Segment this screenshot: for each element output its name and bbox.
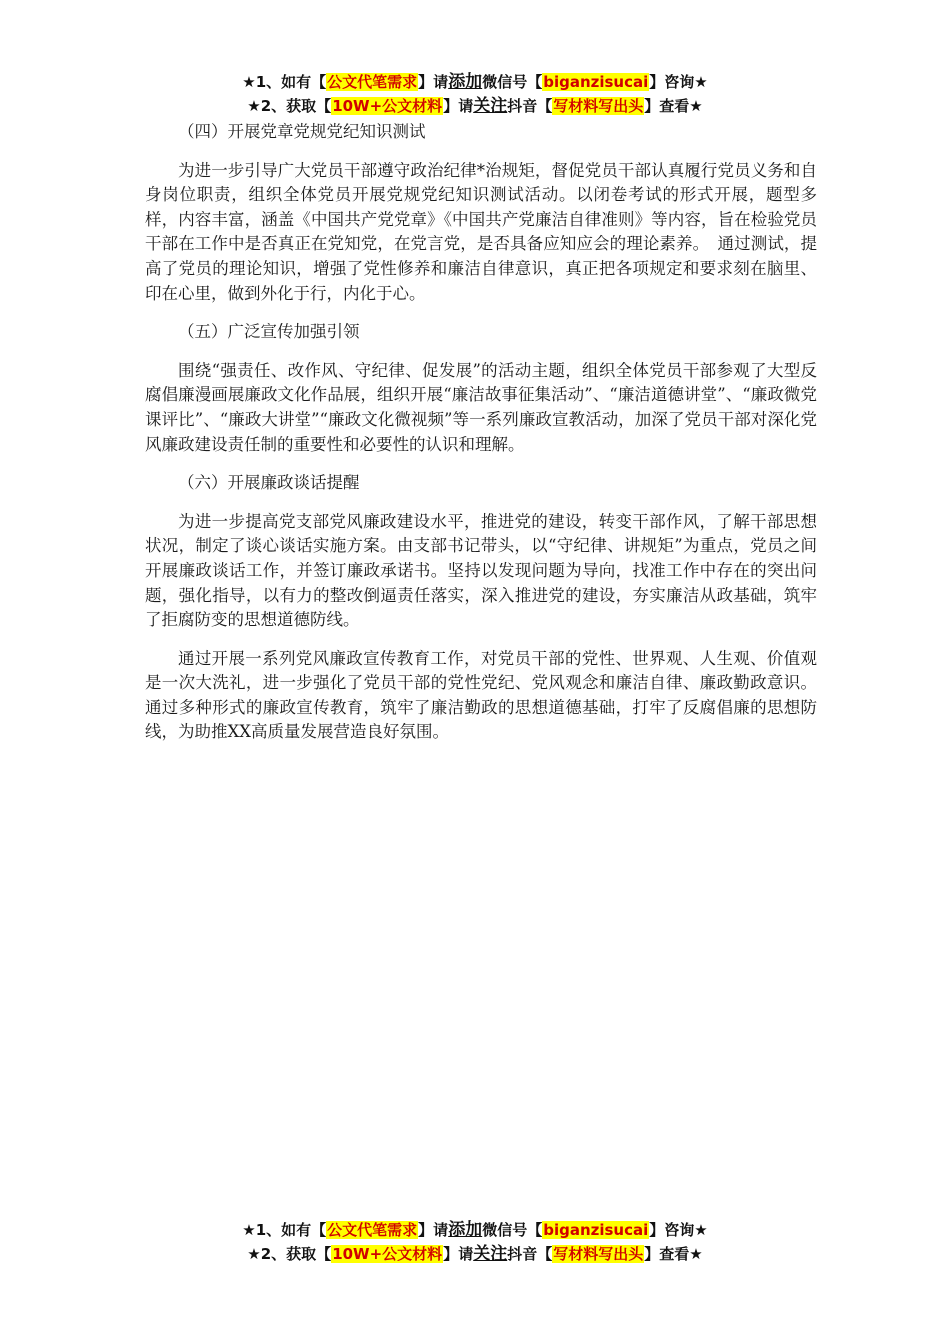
banner-emphasis: 关注: [473, 1244, 508, 1264]
banner-text: ★1、如有【: [242, 73, 327, 91]
banner-text: 微信号【: [482, 73, 543, 91]
highlight-wechat-id: biganzisucai: [543, 1221, 649, 1239]
banner-emphasis: 添加: [448, 72, 483, 92]
footer-banner: [0, 1218, 950, 1266]
banner-text: 】查看★: [644, 1245, 703, 1263]
section-paragraph: 围绕“强责任、改作风、守纪律、促发展”的活动主题，组织全体党员干部参观了大型反腐倡廉漫画展廉政文化作品展，组织开展“廉洁故事征集活动”、“廉洁道德讲堂”、“廉政微党课评比”、“廉政大讲堂”“廉政文化微视频”等一系列廉政宣教活动，加深了党员干部对深化党风廉政建设责任制的重要性和必要性的认识和理解。: [145, 360, 817, 454]
highlight-materials: 10W+公文材料: [332, 97, 443, 115]
banner-line-2: [0, 1242, 950, 1266]
banner-text: ★1、如有【: [242, 1221, 327, 1239]
banner-text: ★2、获取【: [247, 1245, 332, 1263]
highlight-service: 公文代笔需求: [327, 1221, 418, 1239]
highlight-materials: 10W+公文材料: [332, 1245, 443, 1263]
banner-line-1: [0, 70, 950, 94]
section-paragraph: 为进一步引导广大党员干部遵守政治纪律*治规矩，督促党员干部认真履行党员义务和自身岗位职责，组织全体党员开展党规党纪知识测试活动。以闭卷考试的形式开展，题型多样，内容丰富，涵盖《中国共产党党章》《中国共产党廉洁自律准则》等内容，旨在检验党员干部在工作中是否真正在党知党，在党言党，是否具备应知应会的理论素养。 通过测试，提高了党员的理论知识，增强了党性修养和廉洁自律意识，真正把各项规定和要求刻在脑里、印在心里，做到外化于行，内化于心。: [145, 160, 817, 303]
banner-emphasis: 关注: [473, 96, 508, 116]
highlight-douyin-account: 写材料写出头: [553, 97, 644, 115]
banner-text: 微信号【: [482, 1221, 543, 1239]
section-paragraph: 为进一步提高党支部党风廉政建设水平，推进党的建设，转变干部作风，了解干部思想状况，制定了谈心谈话实施方案。由支部书记带头，以“守纪律、讲规矩”为重点，党员之间开展廉政谈话工作，并签订廉政承诺书。坚持以发现问题为导向，找准工作中存在的突出问题，强化指导，以有力的整改倒逼责任落实，深入推进党的建设，夯实廉洁从政基础，筑牢了拒腐防变的思想道德防线。: [145, 511, 817, 630]
section-heading-5: （五）广泛宣传加强引领: [178, 322, 360, 342]
conclusion-paragraph: 通过开展一系列党风廉政宣传教育工作，对党员干部的党性、世界观、人生观、价值观是一次大洗礼，进一步强化了党员干部的党性党纪、党风观念和廉洁自律、廉政勤政意识。通过多种形式的廉政宣传教育，筑牢了廉洁勤政的思想道德基础，打牢了反腐倡廉的思想防线，为助推XX高质量发展营造良好氛围。: [145, 648, 817, 742]
header-banner: [0, 70, 950, 118]
banner-text: ★2、获取【: [247, 97, 332, 115]
banner-text: 抖音【: [507, 97, 553, 115]
highlight-douyin-account: 写材料写出头: [553, 1245, 644, 1263]
banner-text: 】请: [443, 97, 474, 115]
banner-line-2: [0, 94, 950, 118]
section-heading-4: （四）开展党章党规党纪知识测试: [178, 122, 426, 141]
banner-text: 】咨询★: [649, 73, 708, 91]
section-heading-6: （六）开展廉政谈话提醒: [178, 473, 360, 493]
banner-text: 】请: [418, 73, 449, 91]
banner-emphasis: 添加: [448, 1220, 483, 1240]
banner-text: 抖音【: [507, 1245, 553, 1263]
banner-text: 】查看★: [644, 97, 703, 115]
banner-line-1: [0, 1218, 950, 1242]
document-body: [145, 120, 817, 759]
highlight-wechat-id: biganzisucai: [543, 73, 649, 91]
banner-text: 】请: [418, 1221, 449, 1239]
banner-text: 】咨询★: [649, 1221, 708, 1239]
highlight-service: 公文代笔需求: [327, 73, 418, 91]
banner-text: 】请: [443, 1245, 474, 1263]
